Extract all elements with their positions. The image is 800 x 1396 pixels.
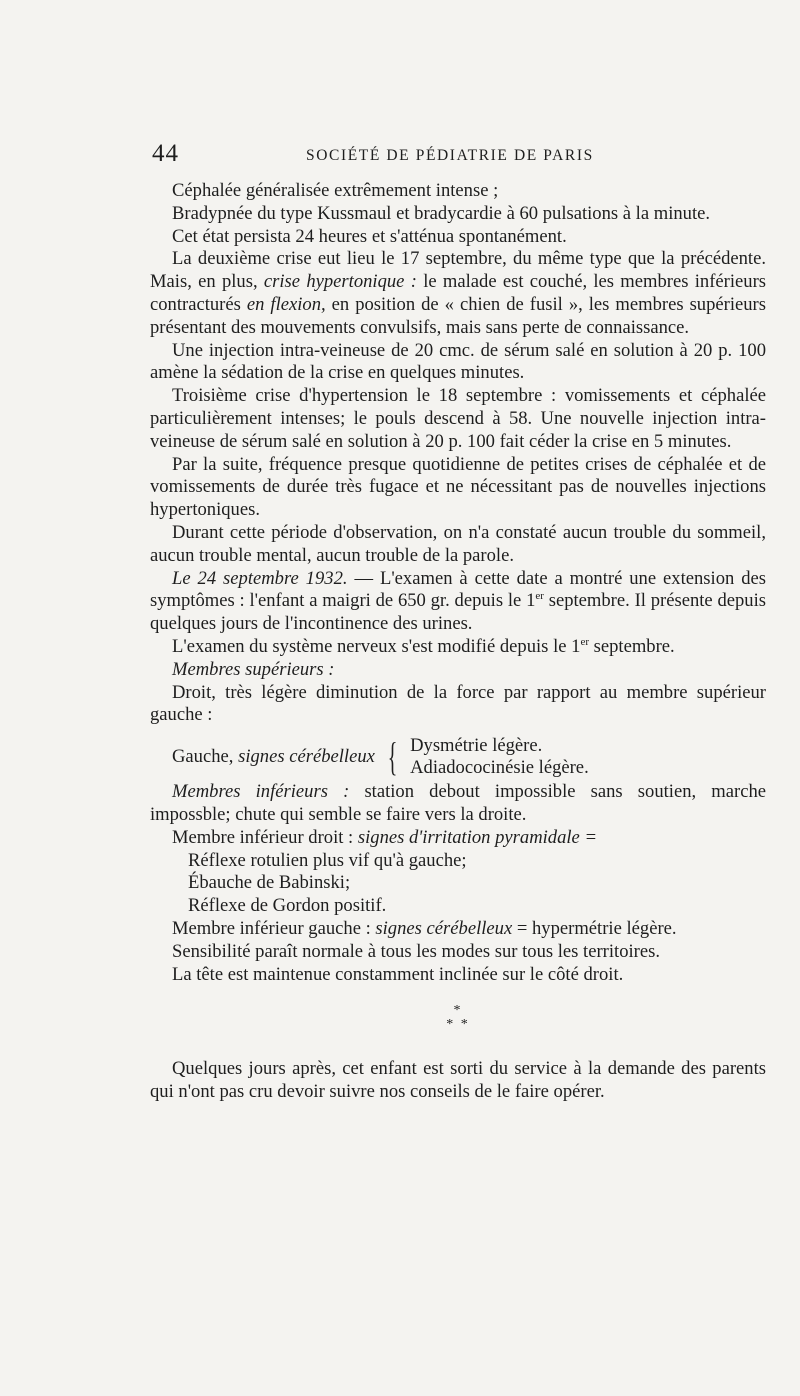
italic-run: en flexion,	[246, 293, 326, 315]
text-run: — L'examen à cette date a montré une extension des symptômes : l'enfant a maigri de 650 gr. depuis le 1	[150, 567, 766, 612]
curly-brace-icon: {	[387, 734, 398, 780]
superscript: er	[535, 590, 544, 603]
bracket-items	[410, 735, 589, 779]
running-title: SOCIÉTÉ DE PÉDIATRIE DE PARIS	[306, 147, 594, 164]
italic-run: Le 24 septembre 1932.	[172, 567, 348, 589]
paragraph: La tête est maintenue constamment inclinée sur le côté droit.	[172, 963, 624, 985]
italic-run: Membres inférieurs :	[172, 781, 350, 803]
list-item: Réflexe rotulien plus vif qu'à gauche;	[188, 849, 467, 871]
paragraph: Une injection intra-veineuse de 20 cmc. de sérum salé en solution à 20 p. 100 amène la sédation de la crise en quelques minutes.	[150, 339, 766, 384]
list-item: Ébauche de Babinski;	[188, 872, 351, 894]
page-number: 44	[152, 140, 179, 167]
italic-run: signes d'irritation pyramidale =	[357, 826, 598, 848]
paragraph: Cet état persista 24 heures et s'atténua spontanément.	[172, 225, 567, 247]
paragraph: Sensibilité paraît normale à tous les modes sur tous les territoires.	[172, 940, 660, 962]
page-header	[152, 140, 764, 172]
text-run: septembre. Il présente depuis quelques jours de l'incontinence des urines.	[150, 590, 766, 635]
text-run: L'examen du système nerveux s'est modifié depuis le 1	[172, 635, 581, 657]
text-run: Membre inférieur gauche :	[172, 917, 376, 939]
superscript: er	[580, 635, 589, 648]
italic-run: signes cérébelleux	[375, 917, 513, 939]
bracketed-list	[172, 735, 766, 779]
body-text	[150, 180, 766, 1104]
section-label: Membres supérieurs :	[172, 658, 335, 680]
paragraph: Céphalée généralisée extrêmement intense ;	[172, 180, 499, 201]
text-run: = hypermétrie légère.	[512, 917, 677, 939]
text-run: septembre.	[588, 635, 675, 657]
italic-run: crise hypertonique :	[263, 271, 417, 293]
list-item: Dysmétrie légère.	[410, 735, 543, 757]
paragraph	[150, 781, 766, 827]
bracket-label	[172, 746, 375, 769]
text-run: La deuxième crise eut lieu le 17 septembre, du même type que la précédente. Mais, en plus,	[150, 248, 766, 293]
paragraph: Par la suite, fréquence presque quotidienne de petites crises de céphalée et de vomissements de durée très fugace et ne nécessitant pas de nouvelles injections hypertoniques.	[150, 453, 766, 521]
paragraph: Troisième crise d'hypertension le 18 septembre : vomissements et céphalée particulièrement intenses; le pouls descend à 58. Une nouvelle injection intra-veineuse de sérum salé en solution à 20 p. 100 fait céder la crise en 5 minutes.	[150, 385, 766, 452]
list-item: Adiadococinésie légère.	[410, 757, 589, 779]
text-run: le malade est couché, les membres inférieurs contracturés	[150, 271, 766, 315]
text-run: Membre inférieur droit :	[172, 826, 358, 848]
text-run: station debout impossible sans soutien, marche impossble; chute qui semble se faire vers la droite.	[150, 781, 767, 825]
list-item: Réflexe de Gordon positif.	[188, 895, 387, 917]
paragraph	[150, 248, 766, 339]
paragraph: Quelques jours après, cet enfant est sorti du service à la demande des parents qui n'ont pas cru devoir suivre nos conseils de le faire opérer.	[150, 1058, 766, 1103]
text-run: en position de « chien de fusil », les membres supérieurs présentant des mouvements convulsifs, mais sans perte de connaissance.	[150, 293, 766, 338]
paragraph	[150, 568, 766, 636]
italic-run: signes cérébelleux	[238, 745, 375, 767]
paragraph	[150, 827, 766, 850]
paragraph: Droit, très légère diminution de la force par rapport au membre supérieur gauche :	[150, 681, 766, 726]
section-separator: * * *	[446, 1003, 470, 1033]
text-run: Gauche,	[172, 745, 239, 767]
paragraph: Bradypnée du type Kussmaul et bradycardie à 60 pulsations à la minute.	[172, 202, 711, 224]
paragraph	[150, 918, 766, 941]
paragraph	[150, 636, 766, 659]
paragraph: Durant cette période d'observation, on n'a constaté aucun trouble du sommeil, aucun trouble mental, aucun trouble de la parole.	[150, 521, 766, 566]
